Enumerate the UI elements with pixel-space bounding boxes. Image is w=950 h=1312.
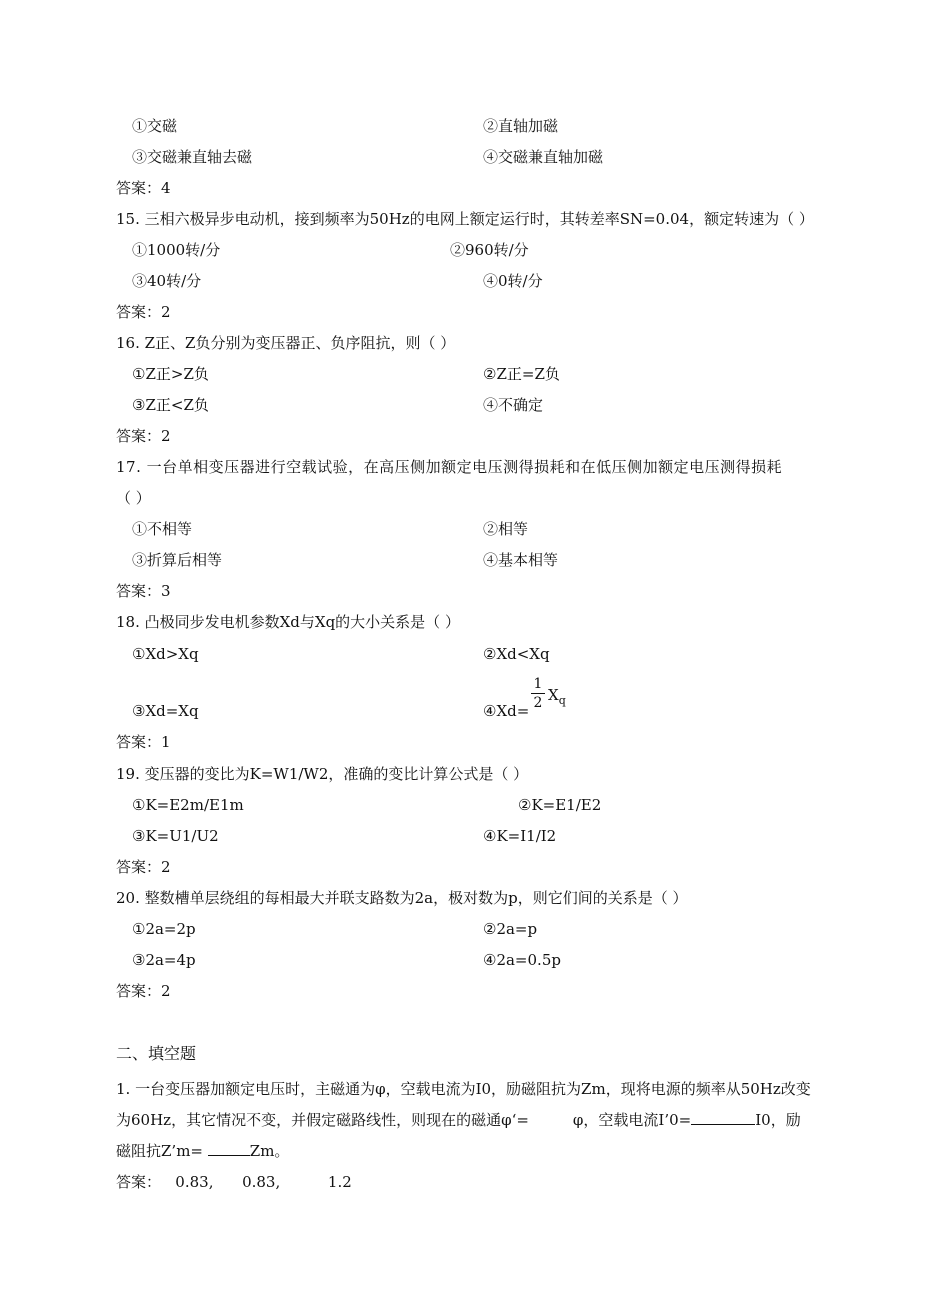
q20-stem: 20. 整数槽单层绕组的每相最大并联支路数为2a，极对数为p，则它们间的关系是（ ） bbox=[116, 889, 688, 907]
q17-option-3: ③折算后相等 bbox=[132, 551, 223, 569]
fill1-text-e: Zm。 bbox=[249, 1142, 290, 1160]
variable-x: X bbox=[548, 686, 559, 704]
variable-subscript: q bbox=[558, 694, 566, 707]
q17-stem: 17. 一台单相变压器进行空载试验，在高压侧加额定电压测得损耗和在低压侧加额定电压测得损耗 bbox=[116, 458, 783, 476]
q18-answer: 答案：1 bbox=[116, 733, 171, 751]
q17-answer: 答案：3 bbox=[116, 582, 171, 600]
q19-option-4: ④K=I1/I2 bbox=[483, 827, 557, 845]
q15-option-4: ④0转/分 bbox=[483, 272, 543, 290]
q19-option-3: ③K=U1/U2 bbox=[132, 827, 219, 845]
q16-answer: 答案：2 bbox=[116, 427, 171, 445]
q20-answer: 答案：2 bbox=[116, 982, 171, 1000]
q16-option-2: ②Z正=Z负 bbox=[483, 365, 560, 383]
q15-option-3: ③40转/分 bbox=[132, 272, 202, 290]
fill1-blank-2 bbox=[691, 1110, 755, 1125]
q17-stem-continued: （ ） bbox=[116, 489, 151, 507]
q20-option-4: ④2a=0.5p bbox=[483, 951, 561, 969]
q15-option-1: ①1000转/分 bbox=[132, 241, 221, 259]
q14-option-3: ③交磁兼直轴去磁 bbox=[132, 148, 253, 166]
fill1-line-2 bbox=[116, 1110, 801, 1130]
q18-option-3: ③Xd=Xq bbox=[132, 702, 199, 720]
fill1-blank-3 bbox=[208, 1141, 250, 1156]
q18-option-1: ①Xd>Xq bbox=[132, 645, 199, 663]
q18-stem: 18. 凸极同步发电机参数Xd与Xq的大小关系是（ ） bbox=[116, 613, 460, 631]
q16-option-4: ④不确定 bbox=[483, 396, 544, 414]
q14-option-2: ②直轴加磁 bbox=[483, 117, 559, 135]
q17-option-1: ①不相等 bbox=[132, 520, 193, 538]
q15-stem: 15. 三相六极异步电动机，接到频率为50Hz的电网上额定运行时，其转差率SN=0.04，额定转速为（ ） bbox=[116, 210, 814, 228]
section-title: 二、填空题 bbox=[116, 1044, 197, 1063]
q18-option-2: ②Xd<Xq bbox=[483, 645, 550, 663]
fill1-text-c: I0，励 bbox=[755, 1111, 801, 1129]
fill1-blank-1 bbox=[529, 1111, 573, 1125]
q14-option-1: ①交磁 bbox=[132, 117, 178, 135]
q20-option-1: ①2a=2p bbox=[132, 920, 196, 938]
q18-option-4: ④Xd= bbox=[483, 702, 530, 720]
q18-option-4-variable bbox=[548, 686, 566, 707]
q17-option-2: ②相等 bbox=[483, 520, 529, 538]
fraction-numerator: 1 bbox=[533, 676, 543, 692]
fraction-denominator: 2 bbox=[533, 695, 543, 711]
q19-answer: 答案：2 bbox=[116, 858, 171, 876]
q17-option-4: ④基本相等 bbox=[483, 551, 559, 569]
q15-option-2: ②960转/分 bbox=[450, 241, 529, 259]
q16-option-3: ③Z正<Z负 bbox=[132, 396, 209, 414]
fraction-bar bbox=[531, 693, 545, 694]
fill1-line-3 bbox=[116, 1141, 289, 1161]
q16-stem: 16. Z正、Z负分别为变压器正、负序阻抗，则（ ） bbox=[116, 334, 456, 352]
q20-option-2: ②2a=p bbox=[483, 920, 538, 938]
q15-answer: 答案：2 bbox=[116, 303, 171, 321]
q18-option-4-fraction bbox=[531, 676, 545, 711]
fill1-text-a: 为60Hz，其它情况不变，并假定磁路线性，则现在的磁通φ‘= bbox=[116, 1111, 529, 1129]
q14-answer: 答案：4 bbox=[116, 179, 171, 197]
q20-option-3: ③2a=4p bbox=[132, 951, 196, 969]
fill1-text-b: φ，空载电流I’0= bbox=[572, 1111, 692, 1129]
q19-option-1: ①K=E2m/E1m bbox=[132, 796, 244, 814]
q14-option-4: ④交磁兼直轴加磁 bbox=[483, 148, 604, 166]
q19-option-2: ②K=E1/E2 bbox=[518, 796, 602, 814]
fill1-line-1: 1. 一台变压器加额定电压时，主磁通为φ，空载电流为I0，励磁阻抗为Zm，现将电源的频率从50Hz改变 bbox=[116, 1080, 811, 1098]
fill1-answer: 答案： 0.83, 0.83, 1.2 bbox=[116, 1173, 352, 1191]
q16-option-1: ①Z正>Z负 bbox=[132, 365, 209, 383]
fill1-text-d: 磁阻抗Z’m= bbox=[116, 1142, 203, 1160]
q19-stem: 19. 变压器的变比为K=W1/W2，准确的变比计算公式是（ ） bbox=[116, 765, 529, 783]
